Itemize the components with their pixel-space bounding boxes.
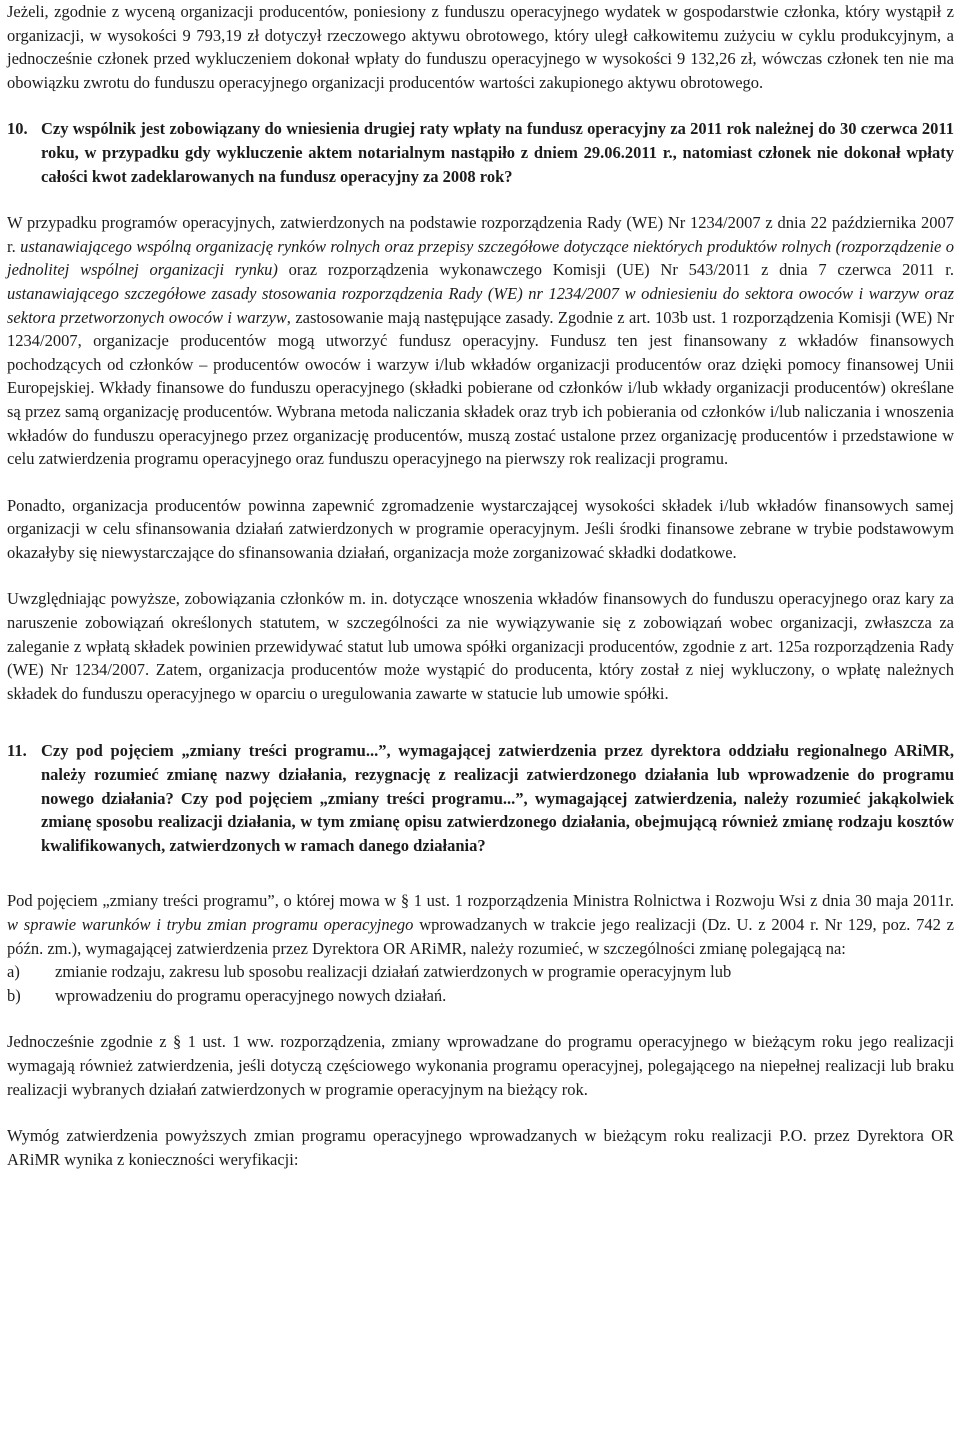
answer-text: Pod pojęciem „zmiany treści programu”, o której mowa w § 1 ust. 1 rozporządzenia Ministra Rolnictwa i Rozwoju Wsi z dnia 30 maja 2011r. [7,891,954,911]
list-marker: b) [7,985,21,1005]
question-text: Czy pod pojęciem „zmiany treści programu...”, wymagającej zatwierdzenia przez dyrektora oddziału regionalnego ARiMR, należy rozumieć zmianę nazwy działania, rezygnację z realizacji zatwierdzonego działania lub wprowadzenie do programu nowego działania? Czy pod pojęciem „zmiany treści programu...”, wymagającej zatwierdzenia, należy rozumieć jakąkolwiek zmianę sposobu realizacji działania, w tym zmianę opisu zatwierdzonego działania, obejmującą również zmianę rodzaju kosztów kwalifikowanych, zatwierdzonych w ramach danego działania? [41,741,954,855]
list-item-text: wprowadzeniu do programu operacyjnego nowych działań. [55,985,447,1005]
question-number: 10. [7,119,28,139]
answer-10-paragraph [7,211,954,471]
paragraph-additional-contributions: Ponadto, organizacja producentów powinna zapewnić zgromadzenie wystarczającej wysokości składek i/lub wkładów finansowych samej organizacji w celu sfinansowania działań zatwierdzonych w programie operacyjnym. Jeśli środki finansowe zebrane w trybie podstawowym okazałyby się niewystarczające do sfinansowania działań, organizacja może zorganizować składki dodatkowe. [7,495,954,562]
paragraph-approval-requirement: Wymóg zatwierdzenia powyższych zmian programu operacyjnego wprowadzanych w bieżącym roku realizacji P.O. przez Dyrektora OR ARiMR wynika z konieczności weryfikacji: [7,1126,954,1169]
regulation-title-italic: ustanawiającego szczegółowe zasady stosowania rozporządzenia Rady (WE) nr 1234/2007 [7,283,620,303]
list-item [7,960,954,984]
list-marker: a) [7,962,20,982]
list-item [7,984,954,1008]
paragraph-simultaneous-changes: Jednocześnie zgodnie z § 1 ust. 1 ww. rozporządzenia, zmiany wprowadzane do programu operacyjnego w bieżącym roku jego realizacji wymagają również zatwierdzenia, jeśli dotyczą częściowego wykonania programu operacyjnej, polegającego na niepełnej realizacji lub braku realizacji wybranych działań zatwierdzonych w programie operacyjnym na bieżący rok. [7,1032,954,1099]
answer-text: oraz rozporządzenia wykonawczego Komisji (UE) Nr 543/2011 z dnia 7 czerwca 2011 r. [277,260,954,280]
paragraph-member-refund: Jeżeli, zgodnie z wyceną organizacji producentów, poniesiony z funduszu operacyjnego wydatek w gospodarstwie członka, który wystąpił z organizacji, w wysokości 9 793,19 zł dotyczył rzeczowego aktywu obrotowego, który uległ całkowitemu zużyciu w cyklu produkcyjnym, a jednocześnie członek przed wykluczeniem dokonał wpłaty do funduszu operacyjnego w wysokości 9 132,26 zł, wówczas członek ten nie ma obowiązku zwrotu do funduszu operacyjnego organizacji producentów wartości zakupionego aktywu obrotowego. [7,2,954,92]
answer-11-paragraph [7,889,954,960]
answer-text: W przypadku programów operacyjnych, zatwierdzonych na podstawie rozporządzenia Rady (WE) Nr 1234/2007 z dnia 22 października 2007 r. [7,213,954,256]
question-text: Czy wspólnik jest zobowiązany do wniesienia drugiej raty wpłaty na fundusz operacyjny za 2011 rok należnej do 30 czerwca 2011 roku, w przypadku gdy wykluczenie aktem notarialnym nastąpiło z dniem 29.06.2011 r., natomiast członek nie dokonał wpłaty całości kwot zadeklarowanych na fundusz operacyjny za 2008 rok? [41,119,954,186]
answer-text: , zastosowanie mają następujące zasady. Zgodnie z art. 103b ust. 1 rozporządzenia Komisji (WE) Nr 1234/2007, organizacje producentów mogą utworzyć fundusz operacyjny. Fundusz ten jest finansowany z wkładów finansowych pochodzących od członków – producentów owoców i warzyw i/lub wkładów organizacji producentów oraz dzięki pomocy finansowej Unii Europejskiej. Wkłady finansowe do funduszu operacyjnego (składki pobierane od członków i/lub wkłady organizacji producentów) określane są przez samą organizację producentów. Wybrana metoda naliczania składek oraz tryb ich pobierania od członków i/lub naliczania i wnoszenia wkładów do funduszu operacyjnego przez organizację producentów, muszą zostać ustalone przez organizację producentów i przedstawione w celu zatwierdzenia programu operacyjnego oraz funduszu operacyjnego na pierwszy rok realizacji programu. [7,307,954,469]
regulation-title-italic: w odniesieniu do sektora owoców i warzyw oraz sektora przetworzonych owoców i warzyw [7,283,955,327]
question-10 [7,117,954,188]
paragraph-member-obligations: Uwzględniając powyższe, zobowiązania członków m. in. dotyczące wnoszenia wkładów finansowych do funduszu operacyjnego oraz kary za naruszenie zobowiązań określonych statutem, w szczególności za nie wywiązywanie się z zobowiązań wobec organizacji, zwłaszcza za zaleganie z wpłatą składek powinien przewidywać statut lub umowa spółki organizacji producentów, zgodnie z art. 125a rozporządzenia Rady (WE) Nr 1234/2007. Zatem, organizacja producentów może wystąpić do producenta, który został z niej wykluczony, o wpłatę należnych składek do funduszu operacyjnego w oparciu o uregulowania zawarte w statucie lub umowie spółki. [7,589,954,703]
question-11 [7,739,954,857]
question-number: 11. [7,741,27,761]
regulation-title-italic: w sprawie warunków i trybu zmian programu operacyjnego [7,915,414,934]
regulation-title-italic: ustanawiającego wspólną organizację rynków rolnych oraz przepisy szczegółowe dotyczące niektórych produktów rolnych (rozporządzenie o jednolitej wspólnej organizacji rynku) [7,236,954,280]
answer-text: wprowadzanych w trakcie jego realizacji (Dz. U. z 2004 r. Nr 129, poz. 742 z późn. zm.), wymagającej zatwierdzenia przez Dyrektora OR ARiMR, należy rozumieć, w szczególności zmianę polegającą na: [7,915,954,958]
list-item-text: zmianie rodzaju, zakresu lub sposobu realizacji działań zatwierdzonych w programie operacyjnym lub [55,962,732,982]
